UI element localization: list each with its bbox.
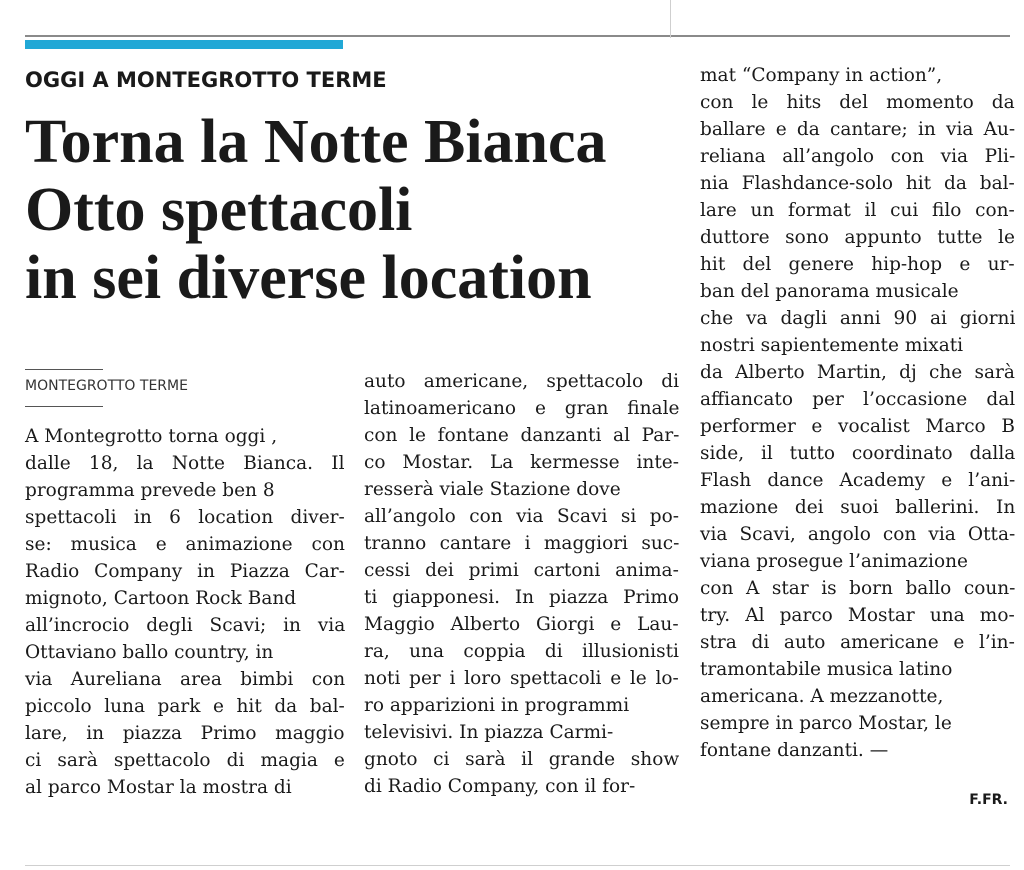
- dateline: MONTEGROTTO TERME: [25, 378, 188, 394]
- text-line: che va dagli anni 90 ai giorni: [700, 308, 1016, 329]
- headline-line-3: in sei diverse location: [25, 244, 592, 312]
- text-line: con le hits del momento da: [700, 92, 1015, 113]
- text-line: sempre in parco Mostar, le: [700, 713, 952, 734]
- text-line: via Aureliana area bimbi con: [25, 669, 346, 690]
- text-line: Maggio Alberto Giorgi e Lau-: [364, 614, 679, 635]
- article-column-3: [700, 62, 1015, 764]
- text-line: lare un format il cui filo con-: [700, 200, 1015, 221]
- author-signature: F.FR.: [969, 792, 1008, 808]
- text-line: all’angolo con via Scavi si po-: [364, 506, 680, 527]
- text-line: con le fontane danzanti al Par-: [364, 425, 680, 446]
- text-line: ti giapponesi. In piazza Primo: [364, 587, 680, 608]
- text-line: resserà viale Stazione dove: [364, 479, 621, 500]
- text-line: viana prosegue l’animazione: [700, 551, 968, 572]
- text-line: piccolo luna park e hit da bal-: [25, 696, 345, 717]
- text-line: mazione dei suoi ballerini. In: [700, 497, 1016, 518]
- text-line: mignoto, Cartoon Rock Band: [25, 588, 297, 609]
- text-line: tranno cantare i maggiori suc-: [364, 533, 680, 554]
- text-line: performer e vocalist Marco B: [700, 416, 1015, 437]
- article-column-2: [364, 368, 679, 800]
- text-line: duttore sono appunto tutte le: [700, 227, 1015, 248]
- headline-line-2: Otto spettacoli: [25, 176, 413, 244]
- text-line: noti per i loro spettacoli e le lo-: [364, 668, 679, 689]
- text-line: cessi dei primi cartoni anima-: [364, 560, 679, 581]
- column-divider: [670, 0, 671, 38]
- dateline-rule-top: [25, 369, 103, 370]
- text-line: latinoamericano e gran finale: [364, 398, 680, 419]
- text-line: try. Al parco Mostar una mo-: [700, 605, 1015, 626]
- text-line: Ottaviano ballo country, in: [25, 642, 274, 663]
- text-line: reliana all’angolo con via Pli-: [700, 146, 1016, 167]
- text-line: ban del panorama musicale: [700, 281, 959, 302]
- text-line: televisivi. In piazza Carmi-: [364, 722, 614, 743]
- text-line: americana. A mezzanotte,: [700, 686, 944, 707]
- article-column-1: [25, 423, 345, 801]
- text-line: ci sarà spettacolo di magia e: [25, 750, 345, 771]
- text-line: spettacoli in 6 location diver-: [25, 507, 345, 528]
- text-line: via Scavi, angolo con via Otta-: [700, 524, 1016, 545]
- text-line: nostri sapientemente mixati: [700, 335, 964, 356]
- text-line: al parco Mostar la mostra di: [25, 777, 292, 798]
- text-line: affiancato per l’occasione dal: [700, 389, 1016, 410]
- text-line: mat “Company in action”,: [700, 65, 943, 86]
- text-line: programma prevede ben 8: [25, 480, 275, 501]
- text-line: Radio Company in Piazza Car-: [25, 561, 345, 582]
- text-line: stra di auto americane e l’in-: [700, 632, 1015, 653]
- headline: [25, 108, 675, 312]
- text-line: auto americane, spettacolo di: [364, 371, 680, 392]
- text-line: se: musica e animazione con: [25, 534, 345, 555]
- text-line: ra, una coppia di illusionisti: [364, 641, 679, 662]
- text-line: co Mostar. La kermesse inte-: [364, 452, 679, 473]
- text-line: tramontabile musica latino: [700, 659, 953, 680]
- accent-rule: [25, 40, 343, 49]
- text-line: dalle 18, la Notte Bianca. Il: [25, 453, 345, 474]
- text-line: ballare e da cantare; in via Au-: [700, 119, 1016, 140]
- text-line: fontane danzanti. —: [700, 740, 889, 761]
- bottom-rule: [25, 865, 1010, 866]
- text-line: Flash dance Academy e l’ani-: [700, 470, 1016, 491]
- text-line: nia Flashdance-solo hit da bal-: [700, 173, 1015, 194]
- text-line: di Radio Company, con il for-: [364, 776, 636, 797]
- text-line: lare, in piazza Primo maggio: [25, 723, 345, 744]
- dateline-rule-bottom: [25, 406, 103, 407]
- text-line: con A star is born ballo coun-: [700, 578, 1016, 599]
- kicker: OGGI A MONTEGROTTO TERME: [25, 68, 387, 92]
- headline-line-1: Torna la Notte Bianca: [25, 108, 607, 176]
- text-line: da Alberto Martin, dj che sarà: [700, 362, 1015, 383]
- text-line: ro apparizioni in programmi: [364, 695, 630, 716]
- text-line: gnoto ci sarà il grande show: [364, 749, 680, 770]
- text-line: hit del genere hip-hop e ur-: [700, 254, 1015, 275]
- text-line: side, il tutto coordinato dalla: [700, 443, 1016, 464]
- top-rule: [25, 35, 1010, 37]
- text-line: all’incrocio degli Scavi; in via: [25, 615, 346, 636]
- text-line: A Montegrotto torna oggi ,: [25, 426, 278, 447]
